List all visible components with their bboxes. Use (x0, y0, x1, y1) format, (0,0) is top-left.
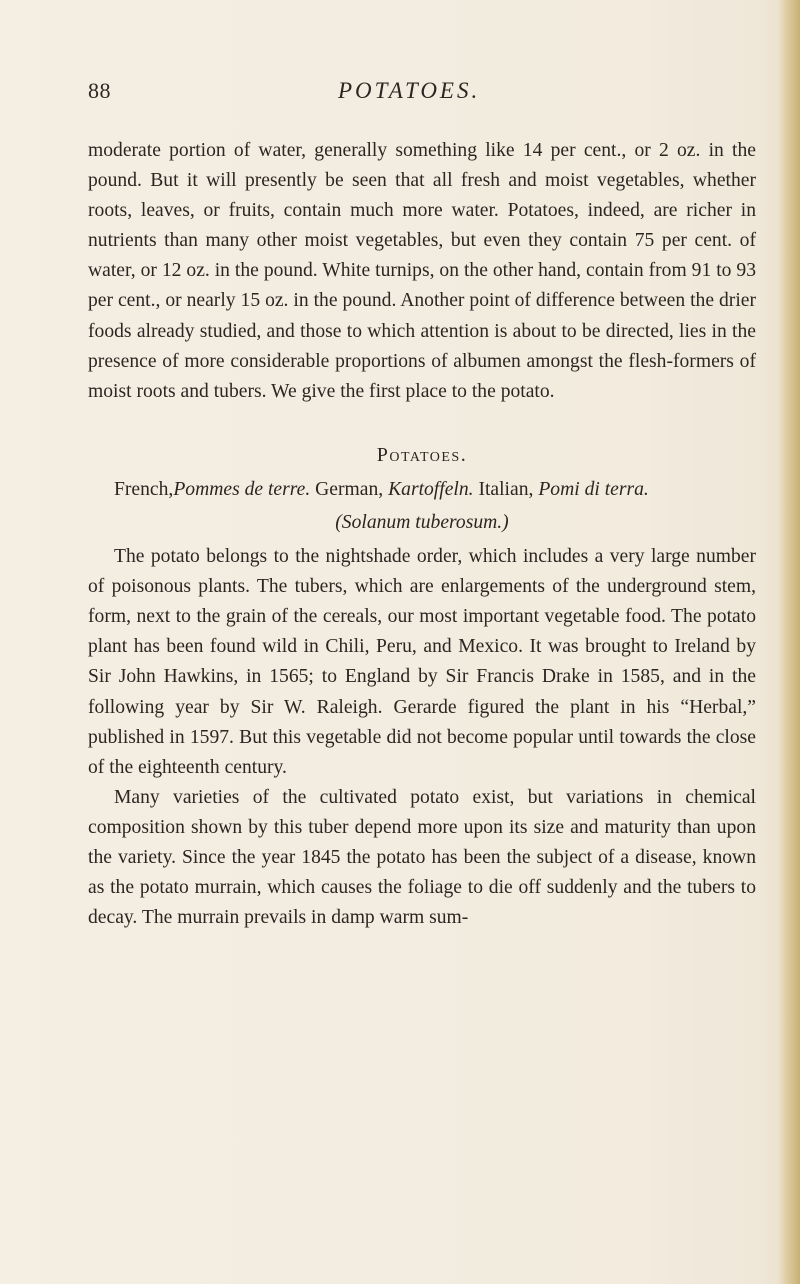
running-title: POTATOES. (338, 78, 481, 103)
german-name: Kartoffeln. (388, 478, 474, 500)
page-edge-stain (778, 0, 800, 1284)
running-header (88, 78, 748, 112)
paragraph-varieties: Many varieties of the cultivated potato exist, but variations in chemical composition shown by this tuber depend more upon its size and maturity than upon the variety. Since the year 1845 the potato has been the subject of a disease, known as the potato murrain, which causes the foliage to die off suddenly and the tubers to decay. The murrain prevails in damp warm sum- (88, 786, 756, 929)
foreign-names-line (88, 475, 756, 505)
latin-name-line (88, 508, 756, 538)
german-label: German, (315, 478, 384, 500)
french-label: French, (114, 478, 174, 500)
paragraph-history: The potato belongs to the nightshade order, which includes a very large number of poisonous plants. The tubers, which are enlargements of the underground stem, form, next to the grain of the cereals, our most important vegetable food. The potato plant has been found wild in Chili, Peru, and Mexico. It was brought to Ireland by Sir John Hawkins, in 1565; to England by Sir Francis Drake in 1585, and in the following year by Sir W. Raleigh. Gerarde figured the plant in his “Herbal,” published in 1597. But this vegetable did not become popular until towards the close of the eighteenth century. (88, 546, 756, 778)
page-number: 88 (88, 78, 111, 103)
section-heading: Potatoes. (376, 443, 468, 466)
latin-name: (Solanum tuberosum.) (335, 511, 509, 533)
french-name: Pommes de terre. (173, 478, 311, 500)
paragraph-continuation: moderate portion of water, generally something like 14 per cent., or 2 oz. in the pound. But it will presently be seen that all fresh and moist vegetables, whether roots, leaves, or fruits, contain much more water. Potatoes, indeed, are richer in nutrients than many other moist vegetables, but even they contain 75 per cent. of water, or 12 oz. in the pound. White turnips, on the other hand, contain from 91 to 93 per cent., or nearly 15 oz. in the pound. Another point of difference between the drier foods already studied, and those to which attention is about to be directed, lies in the presence of more considerable proportions of albumen amongst the flesh-formers of moist roots and tubers. We give the first place to the potato. (88, 140, 756, 402)
text-block (88, 136, 756, 933)
italian-label: Italian, (478, 478, 534, 500)
italian-name: Pomi di terra. (538, 478, 649, 500)
